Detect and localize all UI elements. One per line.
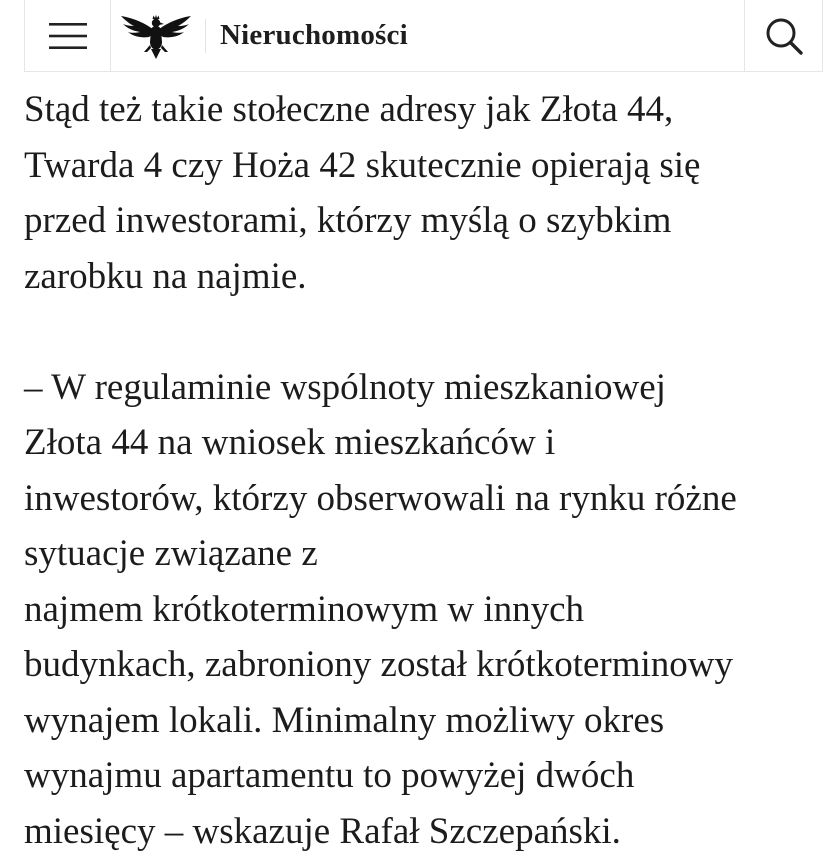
text-line: Złota 44 na wniosek mieszkańców i [24, 422, 556, 463]
text-line: inwestorów, którzy obserwowali na rynku różne [24, 477, 737, 519]
search-icon [764, 16, 804, 56]
text-line: Stąd też takie stołeczne adresy jak Złota 44, [24, 89, 674, 130]
text-line: wynajem lokali. Minimalny możliwy okres [24, 699, 665, 741]
search-button[interactable] [744, 0, 822, 71]
menu-button[interactable] [25, 0, 111, 71]
article-paragraph [24, 360, 834, 860]
eagle-logo-icon [120, 12, 192, 60]
site-logo[interactable] [111, 0, 201, 71]
header-divider [205, 19, 206, 53]
text-line: miesięcy – wskazuje Rafał Szczepański. [24, 810, 621, 852]
text-line: Twarda 4 czy Hoża 42 skutecznie opierają się [24, 144, 701, 186]
text-line: przed inwestorami, którzy myślą o szybkim [24, 200, 672, 241]
article-body [24, 82, 834, 859]
text-line: budynkach, zabroniony został krótkoterminowy [24, 644, 733, 685]
text-line: zarobku na najmie. [24, 255, 307, 297]
text-line: – W regulaminie wspólnoty mieszkaniowej [24, 366, 666, 408]
text-line: wynajmu apartamentu to powyżej dwóch [24, 755, 635, 796]
text-line: sytuacje związane z [24, 533, 318, 574]
hamburger-menu-icon [49, 23, 87, 49]
text-line: najmem krótkoterminowym w innych [24, 588, 585, 630]
top-bar [24, 0, 823, 72]
article-paragraph [24, 82, 834, 304]
section-title[interactable]: Nieruchomości [220, 19, 408, 51]
